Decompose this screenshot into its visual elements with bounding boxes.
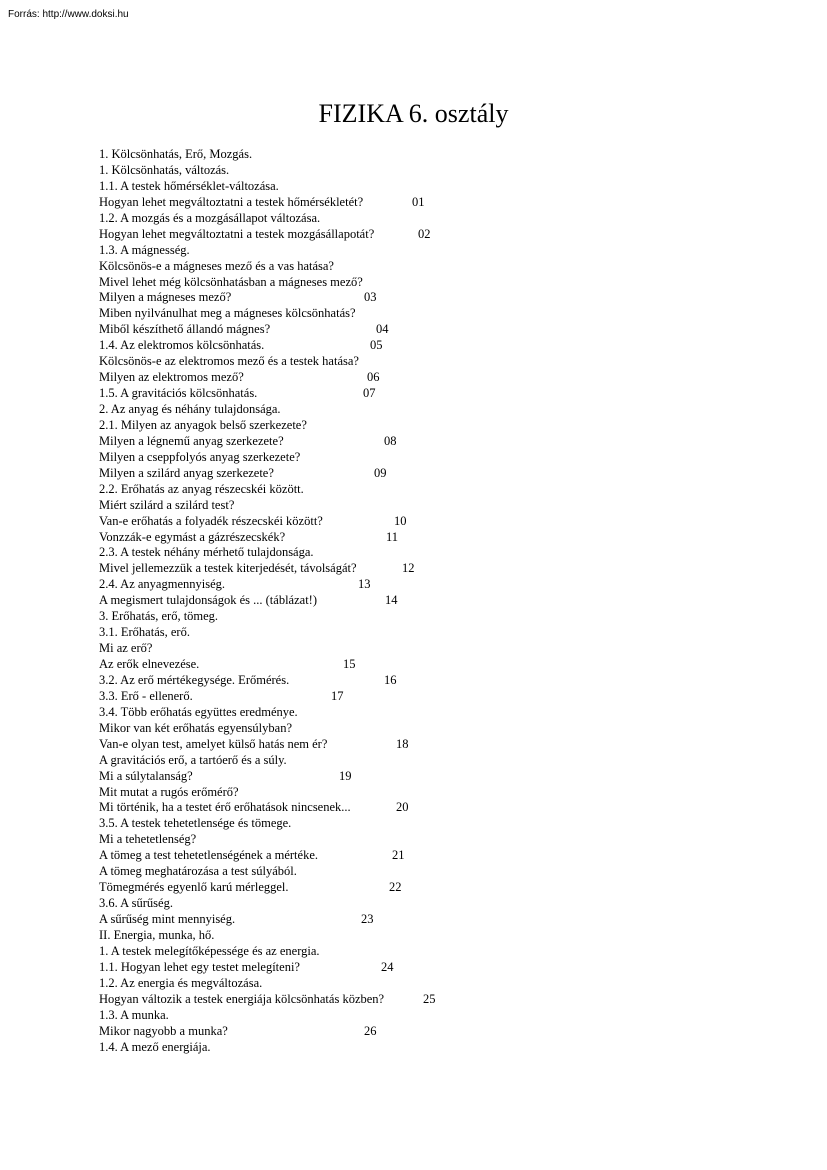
toc-entry-title: Mivel jellemezzük a testek kiterjedését, távolságát? [99, 561, 357, 576]
toc-entry-page: 08 [384, 433, 397, 448]
toc-entry [99, 737, 799, 753]
toc-entry-title: 2.2. Erőhatás az anyag részecskéi között. [99, 481, 304, 496]
toc-entry-title: 3.3. Erő - ellenerő. [99, 688, 193, 703]
toc-entry [99, 944, 799, 960]
toc-entry [99, 482, 799, 498]
toc-entry-title: Mivel lehet még kölcsönhatásban a mágneses mező? [99, 274, 363, 289]
toc-entry-title: Mi a tehetetlenség? [99, 832, 197, 847]
toc-entry-page: 20 [396, 800, 409, 815]
toc-entry-page: 13 [358, 577, 371, 592]
toc-entry [99, 147, 799, 163]
toc-entry-page: 12 [402, 561, 415, 576]
toc-entry-title: 1.5. A gravitációs kölcsönhatás. [99, 386, 258, 401]
toc-entry-title: 3.1. Erőhatás, erő. [99, 625, 190, 640]
toc-entry-title: 2.1. Milyen az anyagok belső szerkezete? [99, 417, 307, 432]
toc-entry-title: Tömegmérés egyenlő karú mérleggel. [99, 880, 289, 895]
toc-entry [99, 912, 799, 928]
toc-entry-title: Mi történik, ha a testet érő erőhatások nincsenek... [99, 800, 351, 815]
toc-entry [99, 227, 799, 243]
toc-entry-page: 02 [418, 226, 431, 241]
toc-entry-title: Van-e erőhatás a folyadék részecskéi között? [99, 513, 323, 528]
toc-entry-page: 22 [389, 880, 402, 895]
toc-entry-title: 1.4. Az elektromos kölcsönhatás. [99, 338, 265, 353]
toc-entry-title: 1.3. A mágnesség. [99, 242, 190, 257]
toc-entry [99, 896, 799, 912]
toc-entry-title: Hogyan lehet megváltoztatni a testek hőmérsékletét? [99, 194, 364, 209]
toc-entry-page: 19 [339, 768, 352, 783]
toc-entry-title: Van-e olyan test, amelyet külső hatás nem ér? [99, 736, 328, 751]
toc-entry-title: A sűrűség mint mennyiség. [99, 912, 236, 926]
toc-entry-title: Milyen az elektromos mező? [99, 370, 244, 385]
toc-entry-title: Mikor van két erőhatás egyensúlyban? [99, 720, 292, 735]
toc-entry [99, 593, 799, 609]
toc-entry [99, 785, 799, 801]
toc-entry-title: 1. A testek melegítőképessége és az energia. [99, 943, 320, 958]
toc-entry-title: 1.4. A mező energiája. [99, 1039, 211, 1054]
toc-entry-page: 09 [374, 465, 387, 480]
toc-entry [99, 816, 799, 832]
toc-entry-page: 01 [412, 194, 425, 209]
toc-entry [99, 275, 799, 291]
toc-entry-title: 1. Kölcsönhatás, változás. [99, 162, 230, 177]
toc-entry [99, 450, 799, 466]
toc-entry-title: Hogyan változik a testek energiája kölcsönhatás közben? [99, 991, 385, 1006]
toc-entry-title: 2. Az anyag és néhány tulajdonsága. [99, 402, 281, 416]
toc-entry [99, 928, 799, 944]
toc-entry-title: Az erők elnevezése. [99, 657, 200, 671]
toc-entry [99, 163, 799, 179]
toc-entry-title: Kölcsönös-e az elektromos mező és a testek hatása? [99, 354, 359, 369]
toc-entry-title: II. Energia, munka, hő. [99, 927, 215, 942]
toc-entry-title: A tömeg a test tehetetlenségének a mértéke. [99, 848, 319, 863]
toc-entry-page: 23 [361, 912, 374, 926]
toc-entry [99, 498, 799, 514]
toc-entry-page: 17 [331, 688, 344, 703]
toc-entry [99, 386, 799, 402]
toc-entry-title: 1.2. A mozgás és a mozgásállapot változása. [99, 210, 321, 225]
toc-entry-title: Milyen a cseppfolyós anyag szerkezete? [99, 449, 301, 464]
toc-entry [99, 530, 799, 546]
toc-entry [99, 1008, 799, 1024]
toc-entry-title: Mi az erő? [99, 641, 153, 656]
toc-entry [99, 290, 799, 306]
toc-entry-title: 1.3. A munka. [99, 1007, 169, 1022]
toc-entry [99, 753, 799, 769]
toc-entry-title: 2.4. Az anyagmennyiség. [99, 577, 226, 592]
toc-entry [99, 689, 799, 705]
toc-entry-page: 16 [384, 672, 397, 687]
toc-entry-title: 1. Kölcsönhatás, Erő, Mozgás. [99, 147, 253, 161]
toc-entry-page: 03 [364, 290, 377, 305]
page-title: FIZIKA 6. osztály [318, 99, 509, 128]
toc-entry-page: 11 [386, 529, 399, 544]
toc-entry-title: 3.5. A testek tehetetlensége és tömege. [99, 816, 292, 831]
toc-entry [99, 880, 799, 896]
toc-entry-title: 2.3. A testek néhány mérhető tulajdonsága. [99, 545, 314, 560]
toc-entry-title: Milyen a szilárd anyag szerkezete? [99, 465, 274, 480]
toc-entry [99, 306, 799, 322]
toc-entry-page: 26 [364, 1023, 377, 1038]
toc-entry [99, 354, 799, 370]
toc-entry [99, 211, 799, 227]
toc-entry-title: Miben nyilvánulhat meg a mágneses kölcsönhatás? [99, 306, 356, 321]
toc-entry [99, 657, 799, 673]
toc-entry [99, 322, 799, 338]
toc-entry-title: Vonzzák-e egymást a gázrészecskék? [99, 529, 286, 544]
toc-entry [99, 1040, 799, 1056]
toc-entry-page: 10 [394, 513, 407, 528]
toc-entry [99, 992, 799, 1008]
toc-entry [99, 434, 799, 450]
toc-entry [99, 179, 799, 195]
toc-entry-title: Milyen a mágneses mező? [99, 290, 232, 305]
toc-entry-title: Miért szilárd a szilárd test? [99, 497, 235, 512]
toc-entry [99, 545, 799, 561]
toc-entry [99, 418, 799, 434]
toc-entry [99, 259, 799, 275]
toc-entry-title: 3.6. A sűrűség. [99, 896, 173, 911]
toc-entry-title: Milyen a légnemű anyag szerkezete? [99, 433, 284, 448]
toc-entry [99, 960, 799, 976]
toc-entry [99, 705, 799, 721]
toc-entry [99, 370, 799, 386]
toc-entry-page: 07 [363, 386, 376, 401]
toc-entry-page: 24 [381, 959, 394, 974]
toc-entry-title: Miből készíthető állandó mágnes? [99, 322, 271, 337]
toc-entry [99, 832, 799, 848]
toc-entry [99, 338, 799, 354]
toc-entry [99, 195, 799, 211]
toc-entry [99, 848, 799, 864]
toc-entry [99, 673, 799, 689]
toc-entry-title: 3.2. Az erő mértékegysége. Erőmérés. [99, 672, 290, 687]
table-of-contents [99, 147, 799, 1055]
toc-entry [99, 769, 799, 785]
toc-entry-page: 05 [370, 338, 383, 353]
toc-entry-title: Mikor nagyobb a munka? [99, 1023, 228, 1038]
toc-entry-title: Kölcsönös-e a mágneses mező és a vas hatása? [99, 258, 334, 273]
source-url: Forrás: http://www.doksi.hu [8, 9, 129, 20]
toc-entry [99, 243, 799, 259]
toc-entry-title: 3. Erőhatás, erő, tömeg. [99, 609, 219, 624]
toc-entry-title: 1.2. Az energia és megváltozása. [99, 975, 263, 990]
toc-entry [99, 625, 799, 641]
toc-entry-title: Mi a súlytalanság? [99, 768, 193, 783]
toc-entry-page: 15 [343, 657, 356, 671]
toc-entry [99, 577, 799, 593]
toc-entry [99, 800, 799, 816]
toc-entry [99, 609, 799, 625]
toc-entry [99, 402, 799, 418]
toc-entry [99, 721, 799, 737]
toc-entry-page: 18 [396, 736, 409, 751]
toc-entry-page: 14 [385, 593, 398, 608]
toc-entry-title: Hogyan lehet megváltoztatni a testek mozgásállapotát? [99, 226, 375, 241]
toc-entry [99, 466, 799, 482]
toc-entry [99, 1024, 799, 1040]
toc-entry [99, 514, 799, 530]
toc-entry-title: A tömeg meghatározása a test súlyából. [99, 864, 297, 879]
toc-entry-title: 1.1. A testek hőmérséklet-változása. [99, 178, 279, 193]
toc-entry [99, 976, 799, 992]
toc-entry-title: A megismert tulajdonságok és ... (táblázat!) [99, 593, 317, 608]
toc-entry [99, 864, 799, 880]
toc-entry-page: 25 [423, 991, 436, 1006]
toc-entry-title: 1.1. Hogyan lehet egy testet melegíteni? [99, 959, 300, 974]
toc-entry-title: Mit mutat a rugós erőmérő? [99, 784, 239, 799]
toc-entry [99, 641, 799, 657]
toc-entry-page: 04 [376, 322, 389, 337]
toc-entry [99, 561, 799, 577]
toc-entry-title: A gravitációs erő, a tartóerő és a súly. [99, 752, 287, 767]
toc-entry-page: 06 [367, 370, 380, 385]
toc-entry-page: 21 [392, 848, 405, 863]
toc-entry-title: 3.4. Több erőhatás együttes eredménye. [99, 704, 298, 719]
